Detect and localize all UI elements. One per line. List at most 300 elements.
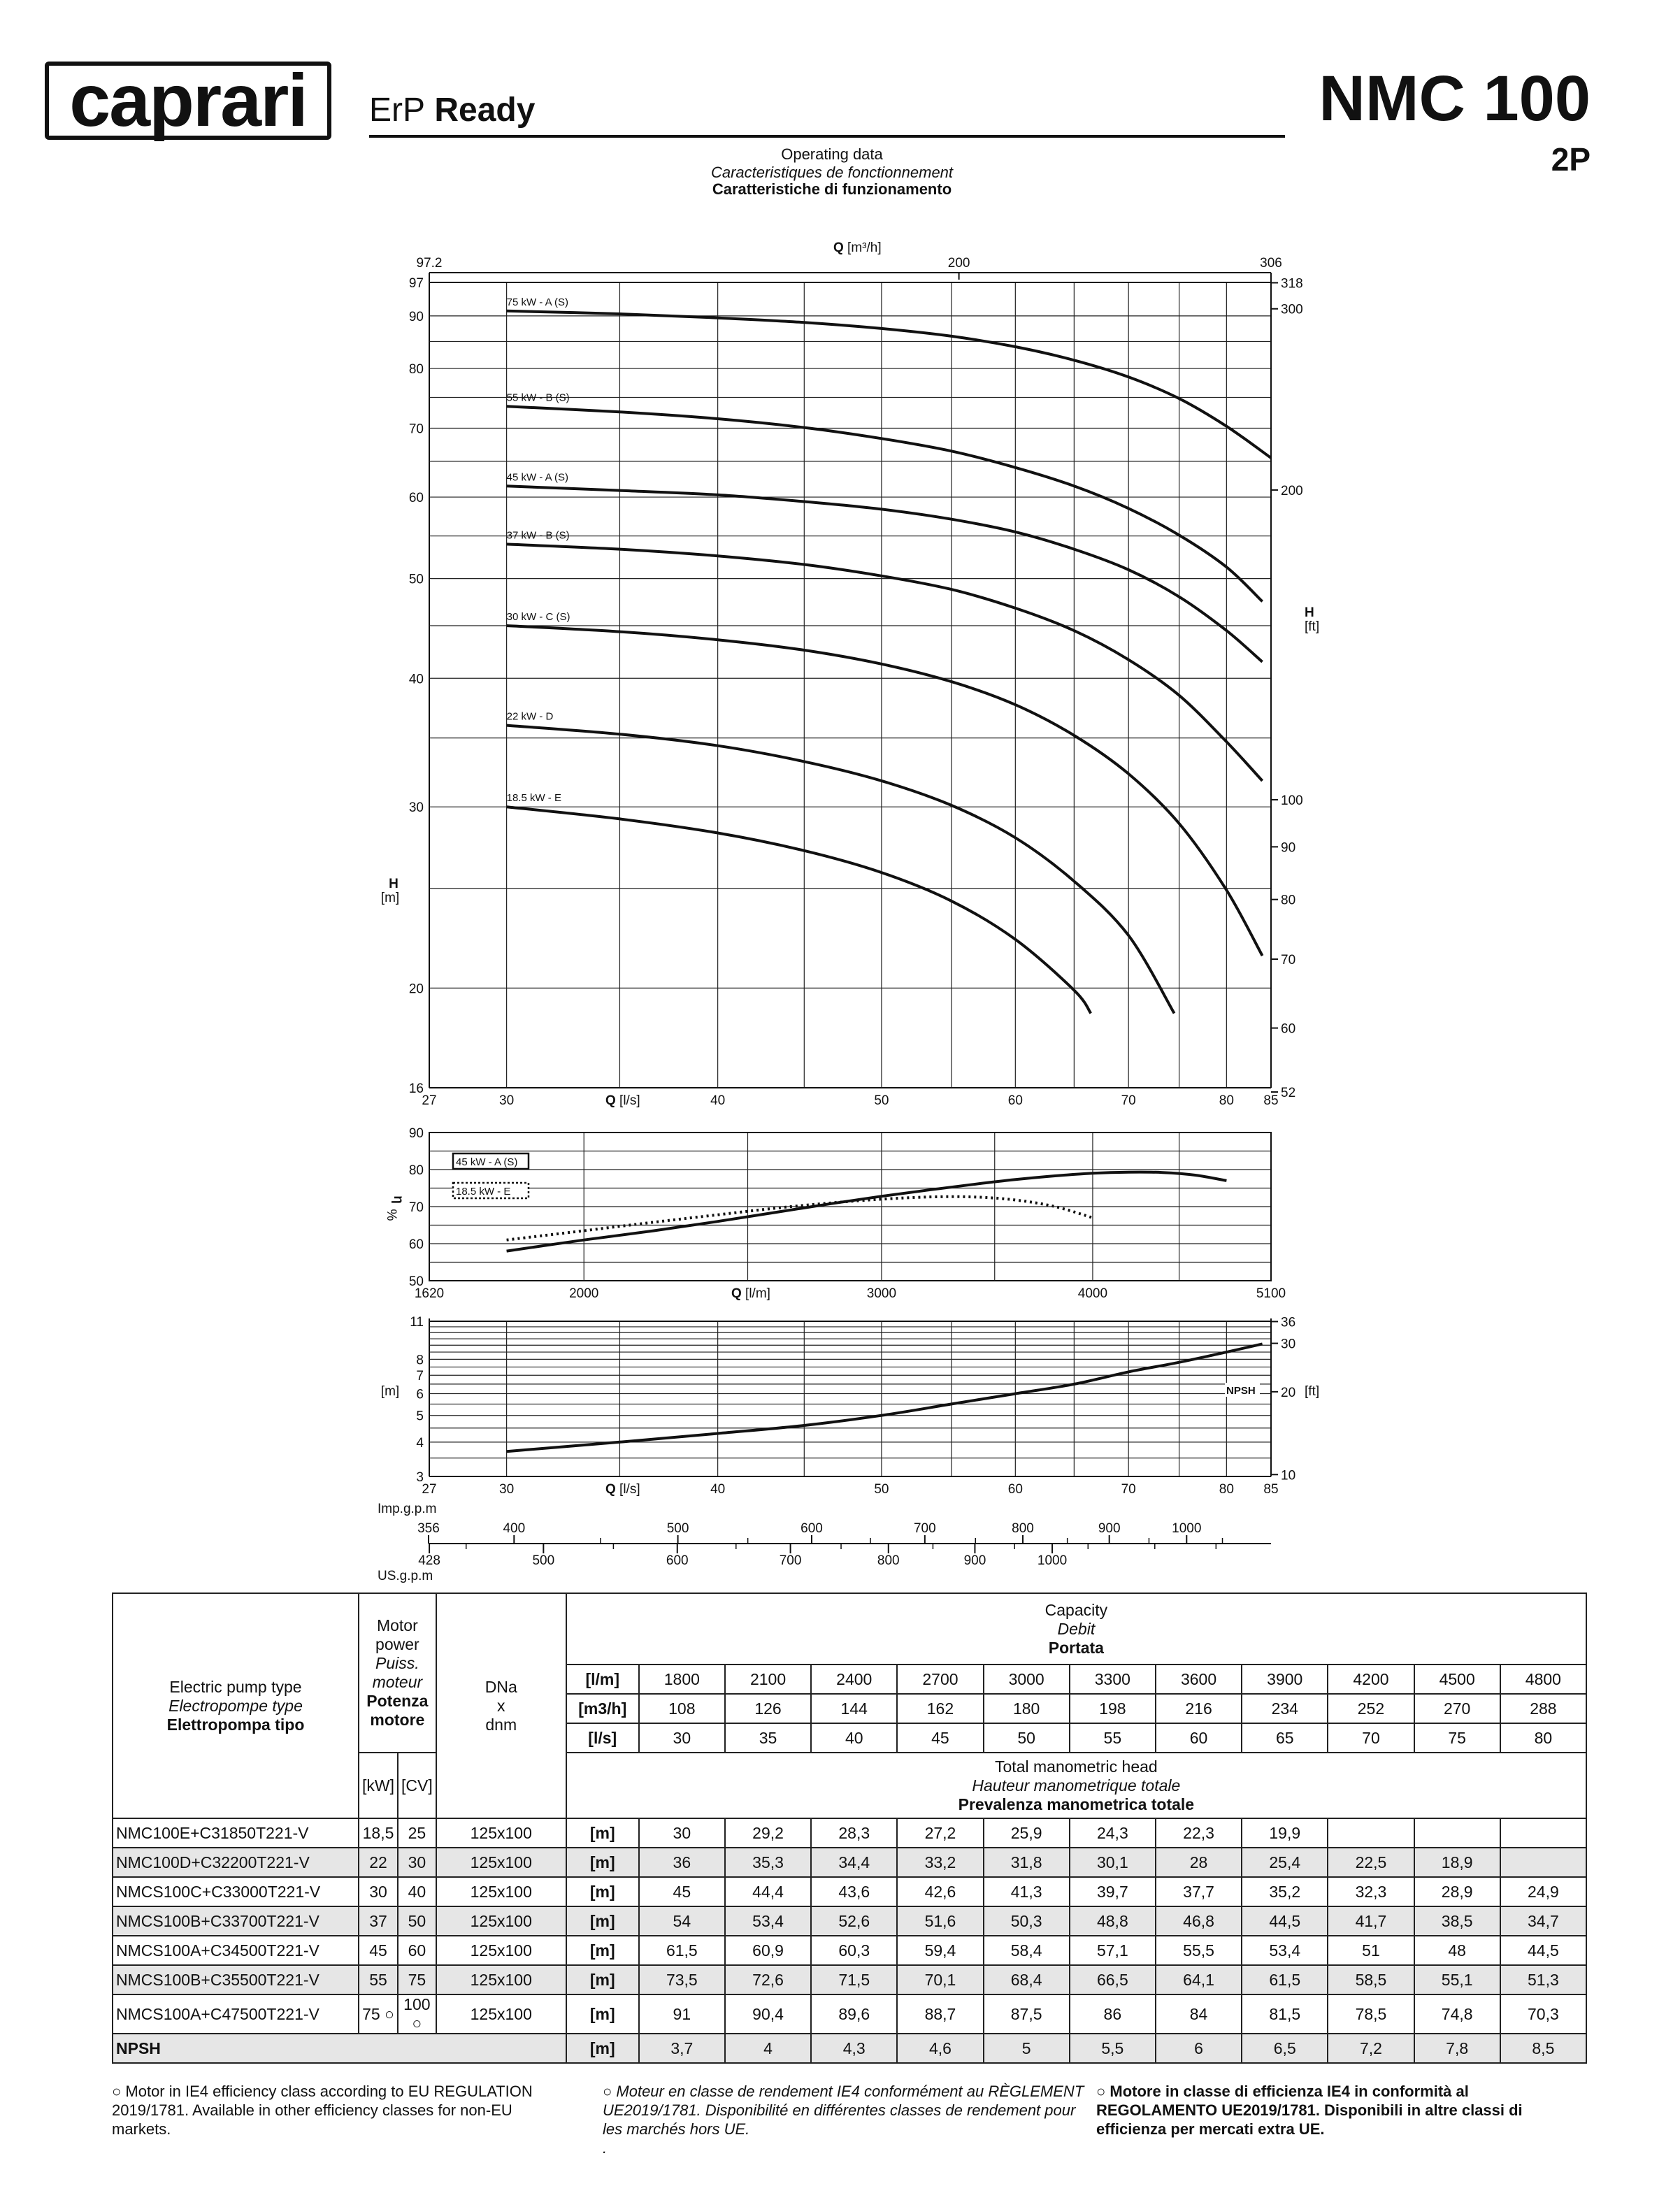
table-cell: NMC100E+C31850T221-V [113,1818,359,1848]
table-cell: 125x100 [436,1906,566,1936]
table-row [113,1936,1586,1965]
motor-power-header: Motor power Puiss. moteur Potenza motore [359,1593,436,1753]
x-tick-label: 85 [1263,1093,1279,1108]
table-cell: [m] [566,1877,639,1906]
table-row [113,1994,1586,2034]
npsh-label: NPSH [1226,1385,1256,1397]
npsh-row [113,2034,1586,2063]
y2-axis-unit: [ft] [1305,619,1320,634]
table-cell [1500,1818,1586,1848]
y-tick-label: 50 [408,572,424,587]
table-cell: 51,6 [897,1906,983,1936]
table-cell: 70 [1328,1723,1414,1753]
imp-gpm-label: Imp.g.p.m [378,1502,437,1516]
y-tick-label: 16 [408,1081,424,1096]
y-axis-unit: [m] [380,1384,400,1399]
table-cell: 48 [1414,1936,1500,1965]
x-tick-label: 70 [1121,1482,1136,1497]
table-cell: 125x100 [436,1848,566,1877]
x-axis-title [605,1093,640,1108]
x-tick-label: 30 [499,1093,515,1108]
unit-m3h: [m3/h] [566,1694,639,1723]
x-tick-label: 50 [874,1482,889,1497]
x-axis-title [731,1286,770,1301]
unit-ls: [l/s] [566,1723,639,1753]
curve-label: 18.5 kW - E [506,792,561,805]
x-tick-label: 4000 [1077,1286,1108,1301]
table-cell: [m] [566,1848,639,1877]
imp-tick-label: 800 [1012,1521,1034,1536]
x-tick-label: 40 [710,1093,726,1108]
table-cell: 270 [1414,1694,1500,1723]
table-cell: [m] [566,1965,639,1994]
y2-tick-label: 36 [1281,1315,1296,1330]
x-axis-unit: [l/s] [615,1482,640,1497]
table-cell: 100 ○ [398,1994,436,2034]
table-cell: 126 [725,1694,811,1723]
table-cell: 89,6 [811,1994,897,2034]
table-cell: 45 [359,1936,398,1965]
head-header: Total manometric head Hauteur manometrique totale Prevalenza manometrica totale [566,1753,1586,1818]
table-cell: 4800 [1500,1665,1586,1694]
table-cell: 4200 [1328,1665,1414,1694]
table-cell: 234 [1242,1694,1328,1723]
table-cell: 55,1 [1414,1965,1500,1994]
table-cell: 60 [398,1936,436,1965]
table-cell: 35,3 [725,1848,811,1877]
table-cell: 73,5 [639,1965,725,1994]
table-cell: 72,6 [725,1965,811,1994]
x-tick-label: 60 [1007,1482,1023,1497]
head-curve [507,311,1271,458]
us-tick-label: 428 [418,1553,440,1568]
x-tick-label: 80 [1219,1093,1234,1108]
y-tick-label: 97 [408,276,424,291]
y-tick-label: 30 [408,800,424,816]
x-tick-label: 40 [710,1482,726,1497]
table-cell: 37,7 [1156,1877,1242,1906]
gpm-scales [378,1502,1271,1583]
dna-header: DNa x dnm [436,1593,566,1818]
table-cell: 66,5 [1070,1965,1156,1994]
table-cell: 30,1 [1070,1848,1156,1877]
table-cell: 7,8 [1414,2034,1500,2063]
table-cell: 180 [984,1694,1070,1723]
x-tick-label: 70 [1121,1093,1136,1108]
y-tick-label: 4 [416,1435,424,1451]
table-cell: 198 [1070,1694,1156,1723]
table-cell: 61,5 [1242,1965,1328,1994]
y2-tick-label: 70 [1281,953,1296,968]
table-cell: 31,8 [984,1848,1070,1877]
x-axis-unit: [l/m] [741,1286,770,1301]
x-tick-label: 85 [1263,1482,1279,1497]
x-tick-label: 27 [422,1482,437,1497]
table-cell: 42,6 [897,1877,983,1906]
table-cell: 44,5 [1500,1936,1586,1965]
table-cell: 28,9 [1414,1877,1500,1906]
table-cell: 55 [1070,1723,1156,1753]
table-cell: 88,7 [897,1994,983,2034]
table-cell: [m] [566,1994,639,2034]
y2-tick-label: 200 [1281,483,1303,498]
x2-tick-label: 97.2 [416,256,443,271]
unit-cv: [CV] [398,1753,436,1818]
table-cell: 75 [398,1965,436,1994]
table-cell: 25,9 [984,1818,1070,1848]
table-cell: 4 [725,2034,811,2063]
head-curve [507,807,1091,1013]
unit-lm: [l/m] [566,1665,639,1694]
table-cell: 22,3 [1156,1818,1242,1848]
curve-label: 55 kW - B (S) [506,391,570,404]
poles-label: 2P [1551,141,1591,178]
table-cell: 40 [398,1877,436,1906]
table-cell: 24,9 [1500,1877,1586,1906]
table-cell: 2100 [725,1665,811,1694]
y-axis-unit: [m] [380,891,400,905]
table-cell: 34,4 [811,1848,897,1877]
imp-tick-label: 356 [417,1521,440,1536]
table-cell: 53,4 [1242,1936,1328,1965]
table-cell: 2400 [811,1665,897,1694]
table-cell: 30 [359,1877,398,1906]
table-cell: 125x100 [436,1818,566,1848]
table-cell: 4,3 [811,2034,897,2063]
footnote-it: ○ Motore in classe di efficienza IE4 in conformità al REGOLAMENTO UE2019/1781. Disponibili in altre classi di efficienza per mercati extra UE. [1096,2083,1523,2138]
table-cell: 44,4 [725,1877,811,1906]
table-cell: 34,7 [1500,1906,1586,1936]
table-cell: 4,6 [897,2034,983,2063]
table-cell: 35 [725,1723,811,1753]
y2-tick-label: 90 [1281,840,1296,856]
y2-tick-label: 30 [1281,1337,1296,1352]
table-cell: 50,3 [984,1906,1070,1936]
y2-tick-label: 60 [1281,1021,1296,1037]
table-cell: 59,4 [897,1936,983,1965]
us-tick-label: 600 [666,1553,689,1568]
x2-tick-label: 306 [1260,256,1282,271]
table-cell: 33,2 [897,1848,983,1877]
table-cell: 252 [1328,1694,1414,1723]
table-cell: 25,4 [1242,1848,1328,1877]
y2-axis-title: H [1305,605,1314,620]
table-cell: NMCS100A+C47500T221-V [113,1994,359,2034]
table-cell: 18,9 [1414,1848,1500,1877]
legend-label: 18.5 kW - E [456,1186,511,1198]
table-cell: 78,5 [1328,1994,1414,2034]
y-axis-title: η [391,1195,405,1204]
table-row [113,1848,1586,1877]
table-cell: 80 [1500,1723,1586,1753]
y2-tick-label: 52 [1281,1086,1296,1101]
table-cell: 38,5 [1414,1906,1500,1936]
y-tick-label: 60 [408,491,424,506]
table-cell: 58,5 [1328,1965,1414,1994]
table-cell: NMCS100B+C33700T221-V [113,1906,359,1936]
table-cell: 1800 [639,1665,725,1694]
table-cell: 125x100 [436,1994,566,2034]
footnote-fr: ○ Moteur en classe de rendement IE4 conformément au RÈGLEMENT UE2019/1781. Disponibilité en différentes classes de rendement pour les marchés hors UE. . [603,2083,1084,2157]
table-cell: 91 [639,1994,725,2034]
table-cell: 30 [398,1848,436,1877]
us-tick-label: 1000 [1037,1553,1068,1568]
performance-table [112,1593,1587,2064]
y2-axis-unit: [ft] [1305,1384,1320,1399]
y-tick-label: 20 [408,982,424,997]
table-cell: [m] [566,1936,639,1965]
table-cell: 55,5 [1156,1936,1242,1965]
head-chart [381,240,1319,1108]
table-cell: 5,5 [1070,2034,1156,2063]
model-title: NMC 100 [1319,63,1591,134]
table-cell: 32,3 [1328,1877,1414,1906]
table-cell: 53,4 [725,1906,811,1936]
table-row [113,1877,1586,1906]
y-tick-label: 7 [416,1369,424,1384]
table-cell: NPSH [113,2034,566,2063]
table-cell: 125x100 [436,1877,566,1906]
table-cell: 68,4 [984,1965,1070,1994]
table-cell: 50 [398,1906,436,1936]
table-cell: 18,5 [359,1818,398,1848]
imp-tick-label: 600 [800,1521,823,1536]
table-cell: 75 [1414,1723,1500,1753]
y2-tick-label: 80 [1281,893,1296,908]
x-axis-q: Q [605,1482,616,1497]
table-cell: 40 [811,1723,897,1753]
table-cell: 43,6 [811,1877,897,1906]
table-cell: 86 [1070,1994,1156,2034]
x-tick-label: 5100 [1256,1286,1286,1301]
y-tick-label: 90 [408,1126,424,1141]
imp-tick-label: 500 [666,1521,689,1536]
x-tick-label: 30 [499,1482,515,1497]
x-axis-q: Q [731,1286,742,1301]
table-cell: 108 [639,1694,725,1723]
table-cell: 125x100 [436,1936,566,1965]
table-cell: 90,4 [725,1994,811,2034]
y2-tick-label: 318 [1281,276,1303,292]
table-cell: 41,7 [1328,1906,1414,1936]
table-cell: 41,3 [984,1877,1070,1906]
table-cell: 60 [1156,1723,1242,1753]
y-tick-label: 40 [408,672,424,687]
table-cell: 61,5 [639,1936,725,1965]
y-tick-label: 3 [416,1470,424,1485]
table-cell: 54 [639,1906,725,1936]
table-cell: 57,1 [1070,1936,1156,1965]
table-cell: 48,8 [1070,1906,1156,1936]
x-tick-label: 50 [874,1093,889,1108]
imp-tick-label: 400 [503,1521,526,1536]
table-cell: 81,5 [1242,1994,1328,2034]
table-row [113,1818,1586,1848]
table-cell: 74,8 [1414,1994,1500,2034]
table-cell [1414,1818,1500,1848]
table-cell: 84 [1156,1994,1242,2034]
table-cell: NMCS100C+C33000T221-V [113,1877,359,1906]
x-tick-label: 80 [1219,1482,1234,1497]
imp-tick-label: 700 [913,1521,936,1536]
x-axis-q: Q [605,1093,616,1108]
imp-tick-label: 900 [1098,1521,1121,1536]
table-cell: 70,3 [1500,1994,1586,2034]
table-cell: 39,7 [1070,1877,1156,1906]
table-cell: 125x100 [436,1965,566,1994]
table-cell: 6,5 [1242,2034,1328,2063]
table-cell: 5 [984,2034,1070,2063]
table-row [113,1965,1586,1994]
table-cell: 87,5 [984,1994,1070,2034]
x2-axis-q: Q [833,240,844,255]
table-cell: 60,9 [725,1936,811,1965]
erp-ready-label: ErP Ready [369,92,536,129]
x2-tick-label: 200 [947,256,970,271]
curve-label: 37 kW - B (S) [506,529,570,542]
table-cell: 144 [811,1694,897,1723]
table-cell: 29,2 [725,1818,811,1848]
y-tick-label: 90 [408,309,424,324]
curve-label: 45 kW - A (S) [506,471,568,484]
table-cell: 3600 [1156,1665,1242,1694]
table-cell: 37 [359,1906,398,1936]
us-tick-label: 500 [532,1553,555,1568]
table-cell: 22 [359,1848,398,1877]
table-cell: 22,5 [1328,1848,1414,1877]
table-cell: 6 [1156,2034,1242,2063]
table-cell: 45 [897,1723,983,1753]
table-cell: 8,5 [1500,2034,1586,2063]
y2-tick-label: 300 [1281,302,1303,317]
table-cell: 25 [398,1818,436,1848]
table-cell: 3,7 [639,2034,725,2063]
x-tick-label: 60 [1007,1093,1023,1108]
table-cell: NMCS100B+C35500T221-V [113,1965,359,1994]
npsh-chart [381,1315,1319,1497]
table-cell: 2700 [897,1665,983,1694]
y-tick-label: 11 [410,1315,424,1330]
us-tick-label: 900 [963,1553,986,1568]
y-tick-label: 6 [416,1387,424,1402]
table-cell: 55 [359,1965,398,1994]
curve-label: 75 kW - A (S) [506,296,568,308]
table-cell: 44,5 [1242,1906,1328,1936]
y2-tick-label: 20 [1281,1385,1296,1400]
table-cell: 216 [1156,1694,1242,1723]
x-tick-label: 3000 [866,1286,897,1301]
y-axis-unit: % [384,1209,399,1221]
footnote-en: ○ Motor in IE4 efficiency class according to EU REGULATION 2019/1781. Available in other efficiency classes for non-EU markets. [112,2083,533,2138]
table-cell: 51,3 [1500,1965,1586,1994]
table-cell: 50 [984,1723,1070,1753]
table-cell: 19,9 [1242,1818,1328,1848]
subtitle-en: Operating data [781,145,883,163]
table-cell: 45 [639,1877,725,1906]
y-tick-label: 70 [408,1200,424,1215]
efficiency-chart [384,1126,1286,1301]
table-cell: [m] [566,2034,639,2063]
table-cell: 288 [1500,1694,1586,1723]
table-cell: 28 [1156,1848,1242,1877]
table-cell: 71,5 [811,1965,897,1994]
legend-label: 45 kW - A (S) [456,1156,518,1168]
table-cell: 75 ○ [359,1994,398,2034]
curve-label: 30 kW - C (S) [506,610,570,623]
y-tick-label: 80 [408,1163,424,1178]
table-cell: 30 [639,1818,725,1848]
y-tick-label: 70 [408,422,424,437]
capacity-header: Capacity Debit Portata [566,1593,1586,1665]
table-cell: 52,6 [811,1906,897,1936]
table-cell: 58,4 [984,1936,1070,1965]
table-cell: 27,2 [897,1818,983,1848]
table-cell: 60,3 [811,1936,897,1965]
table-cell: 46,8 [1156,1906,1242,1936]
us-gpm-label: US.g.p.m [378,1569,433,1583]
x2-axis-unit: [m³/h] [843,240,882,255]
table-cell: 65 [1242,1723,1328,1753]
y2-tick-label: 10 [1281,1468,1296,1483]
pump-type-header: Electric pump type Electropompe type Elettropompa tipo [113,1593,359,1818]
unit-kw: [kW] [359,1753,398,1818]
table-cell: 28,3 [811,1818,897,1848]
eff-curve [507,1172,1227,1251]
table-cell: 162 [897,1694,983,1723]
table-cell: 4500 [1414,1665,1500,1694]
y2-tick-label: 100 [1281,793,1303,809]
imp-tick-label: 1000 [1172,1521,1202,1536]
table-row [113,1906,1586,1936]
table-cell: 70,1 [897,1965,983,1994]
x-axis-unit: [l/s] [615,1093,640,1108]
table-cell: NMCS100A+C34500T221-V [113,1936,359,1965]
table-cell: 7,2 [1328,2034,1414,2063]
table-cell [1500,1848,1586,1877]
x-axis-title [605,1482,640,1497]
table-cell: 24,3 [1070,1818,1156,1848]
x-tick-label: 27 [422,1093,437,1108]
y-tick-label: 80 [408,362,424,378]
x2-axis-title [833,240,882,255]
y-tick-label: 5 [416,1409,424,1424]
table-cell: 36 [639,1848,725,1877]
subtitle-fr: Caracteristiques de fonctionnement [710,164,954,181]
y-tick-label: 50 [408,1274,424,1289]
us-tick-label: 800 [877,1553,900,1568]
x-tick-label: 1620 [414,1286,445,1301]
y-tick-label: 8 [416,1353,424,1368]
table-cell: 51 [1328,1936,1414,1965]
table-cell: 3300 [1070,1665,1156,1694]
caprari-logo: caprari [45,62,331,140]
us-tick-label: 700 [779,1553,802,1568]
table-cell: 30 [639,1723,725,1753]
table-cell: 35,2 [1242,1877,1328,1906]
y-tick-label: 60 [408,1237,424,1252]
table-cell: 64,1 [1156,1965,1242,1994]
x-tick-label: 2000 [569,1286,599,1301]
table-cell: 3900 [1242,1665,1328,1694]
table-cell: 3000 [984,1665,1070,1694]
table-cell: [m] [566,1818,639,1848]
subtitle-it: Caratteristiche di funzionamento [712,180,952,198]
curve-label: 22 kW - D [506,710,554,723]
eff-curve [507,1197,1093,1240]
table-cell [1328,1818,1414,1848]
table-cell: [m] [566,1906,639,1936]
y-axis-title: H [389,877,399,891]
